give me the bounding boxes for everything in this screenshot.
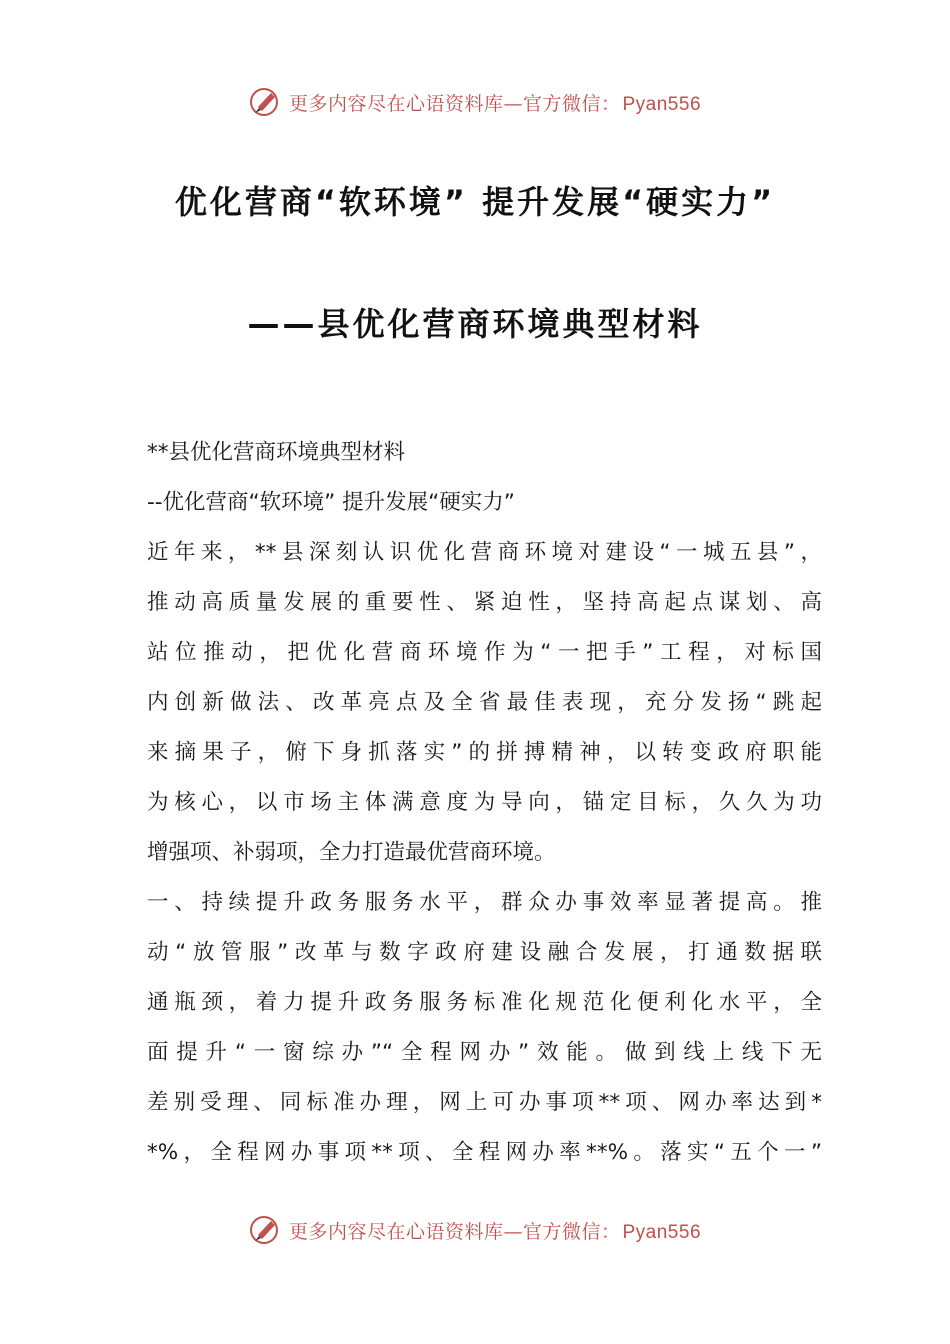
document-subtitle: ——县优化营商环境典型材料 bbox=[247, 305, 703, 343]
pen-logo-icon bbox=[249, 85, 283, 119]
body-line: 近年来，**县深刻认识优化营商环境对建设“一城五县”， bbox=[147, 540, 822, 565]
body-line: 来摘果子，俯下身抓落实”的拼搏精神，以转变政府职能 bbox=[147, 740, 822, 765]
body-line: 站位推动，把优化营商环境作为“一把手”工程，对标国 bbox=[147, 640, 822, 665]
body-line: **县优化营商环境典型材料 bbox=[147, 440, 406, 465]
document-title: 优化营商“软环境” 提升发展“硬实力” bbox=[174, 183, 776, 221]
body-line: 通瓶颈，着力提升政务服务标准化规范化便利化水平，全 bbox=[147, 990, 822, 1015]
body-line: 推动高质量发展的重要性、紧迫性，坚持高起点谋划、高 bbox=[147, 590, 822, 615]
body-line: --优化营商“软环境” 提升发展“硬实力” bbox=[147, 490, 515, 515]
body-line: *%，全程网办事项**项、全程网办率**%。落实“五个一” bbox=[147, 1140, 822, 1165]
body-line: 内创新做法、改革亮点及全省最佳表现，充分发扬“跳起 bbox=[147, 690, 822, 715]
document-body bbox=[147, 428, 822, 1178]
watermark-text: 更多内容尽在心语资料库—官方微信： Pyan556 bbox=[288, 1220, 702, 1243]
watermark-footer bbox=[0, 1210, 950, 1250]
body-line: 动“放管服”改革与数字政府建设融合发展，打通数据联 bbox=[147, 940, 822, 965]
pen-logo-icon bbox=[249, 1213, 283, 1247]
watermark-text: 更多内容尽在心语资料库—官方微信： Pyan556 bbox=[288, 92, 702, 115]
body-line: 差别受理、同标准办理，网上可办事项**项、网办率达到* bbox=[147, 1090, 822, 1115]
watermark-header bbox=[0, 82, 950, 122]
body-line: 一、持续提升政务服务水平，群众办事效率显著提高。推 bbox=[147, 890, 822, 915]
body-line: 面提升“一窗综办”“全程网办”效能。做到线上线下无 bbox=[147, 1040, 822, 1065]
body-line: 增强项、补弱项，全力打造最优营商环境。 bbox=[147, 840, 556, 865]
body-line: 为核心，以市场主体满意度为导向，锚定目标，久久为功 bbox=[147, 790, 822, 815]
